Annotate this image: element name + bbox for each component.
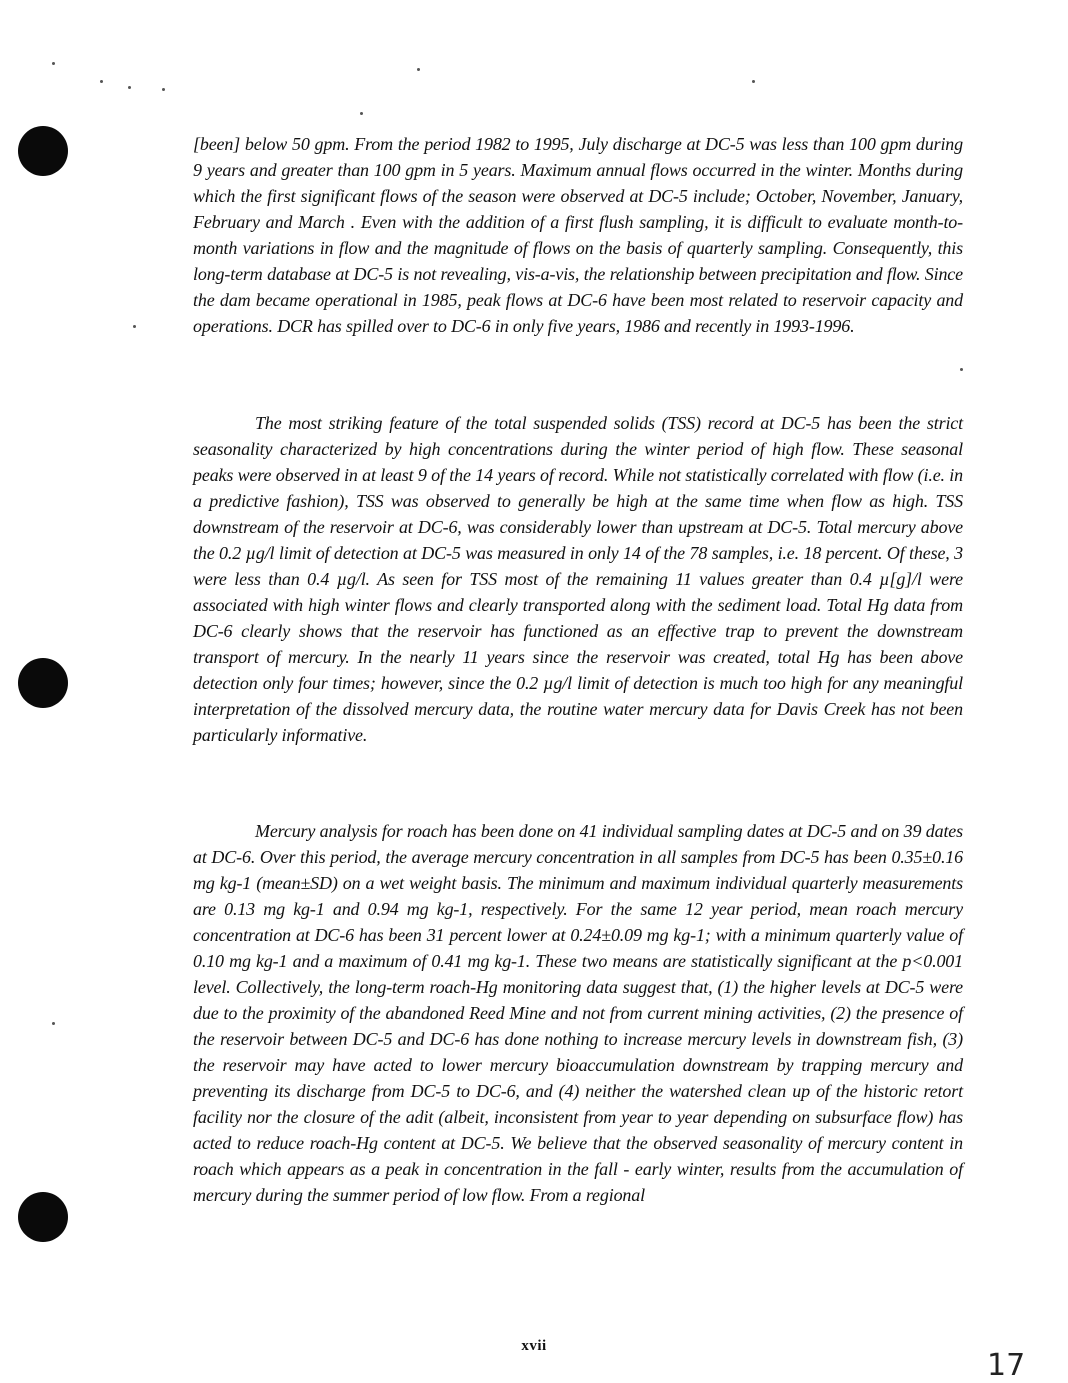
paragraph-roach-mercury: Mercury analysis for roach has been done on 41 individual sampling dates at DC-5 and on 39 dates at DC-6. Over this period, the average mercury concentration in all samples from DC-5 has been 0.35±0.16 mg kg-1 (mean±SD) on a wet weight basis. The minimum and maximum individual quarterly measurements are 0.13 mg kg-1 and 0.94 mg kg-1, respectively. For the same 12 year period, mean roach mercury concentration at DC-6 has been 31 percent lower at 0.24±0.09 mg kg-1; with a minimum quarterly value of 0.10 mg kg-1 and a maximum of 0.41 mg kg-1. These two means are statistically significant at the p<0.001 level. Collectively, the long-term roach-Hg monitoring data suggest that, (1) the higher levels at DC-5 were due to the proximity of the abandoned Reed Mine and not from current mining activities, (2) the presence of the reservoir between DC-5 and DC-6 has done nothing to increase mercury levels in downstream fish, (3) the reservoir may have acted to lower mercury bioaccumulation downstream by trapping mercury and preventing its discharge from DC-5 to DC-6, and (4) neither the watershed clean up of the historic retort facility nor the closure of the adit (albeit, inconsistent from year to year depending on subsurface flow) has acted to reduce roach-Hg content at DC-5. We believe that the observed seasonality of mercury content in roach which appears as a peak in concentration in the fall - early winter, results from the accumulation of mercury during the summer period of low flow. From a regional [193, 821, 963, 1205]
handwritten-page-number: 17 [987, 1348, 1026, 1383]
punch-hole-bottom [18, 1192, 68, 1242]
punch-hole-middle [18, 658, 68, 708]
punch-hole-top [18, 126, 68, 176]
paragraph-tss-mercury: The most striking feature of the total suspended solids (TSS) record at DC-5 has been the strict seasonality characterized by high concentrations during the winter period of high flow. These seasonal peaks were observed in at least 9 of the 14 years of record. While not statistically correlated with flow (i.e. in a predictive fashion), TSS was observed to generally be high at the same time when flow as high. TSS downstream of the reservoir at DC-6, was considerably lower than upstream at DC-5. Total mercury above the 0.2 µg/l limit of detection at DC-5 was measured in only 14 of the 78 samples, i.e. 18 percent. Of these, 3 were less than 0.4 µg/l. As seen for TSS most of the remaining 11 values greater than 0.4 µ[g]/l were associated with high winter flows and clearly transported along with the sediment load. Total Hg data from DC-6 clearly shows that the reservoir has functioned as an effective trap to prevent the downstream transport of mercury. In the nearly 11 years since the reservoir was created, total Hg has been above detection only four times; however, since the 0.2 µg/l limit of detection is much too high for any meaningful interpretation of the dissolved mercury data, the routine water mercury data for Davis Creek has not been particularly informative. [193, 413, 963, 745]
page-number: xvii [521, 1338, 547, 1354]
paragraph-flow-discussion: [been] below 50 gpm. From the period 1982 to 1995, July discharge at DC-5 was less than 100 gpm during 9 years and greater than 100 gpm in 5 years. Maximum annual flows occurred in the winter. Months during which the first significant flows of the season were observed at DC-5 include; October, November, January, February and March . Even with the addition of a first flush sampling, it is difficult to evaluate month-to-month variations in flow and the magnitude of flows on the basis of quarterly sampling. Consequently, this long-term database at DC-5 is not revealing, vis-a-vis, the relationship between precipitation and flow. Since the dam became operational in 1985, peak flows at DC-6 have been most related to reservoir capacity and operations. DCR has spilled over to DC-6 in only five years, 1986 and recently in 1993-1996. [193, 134, 963, 336]
